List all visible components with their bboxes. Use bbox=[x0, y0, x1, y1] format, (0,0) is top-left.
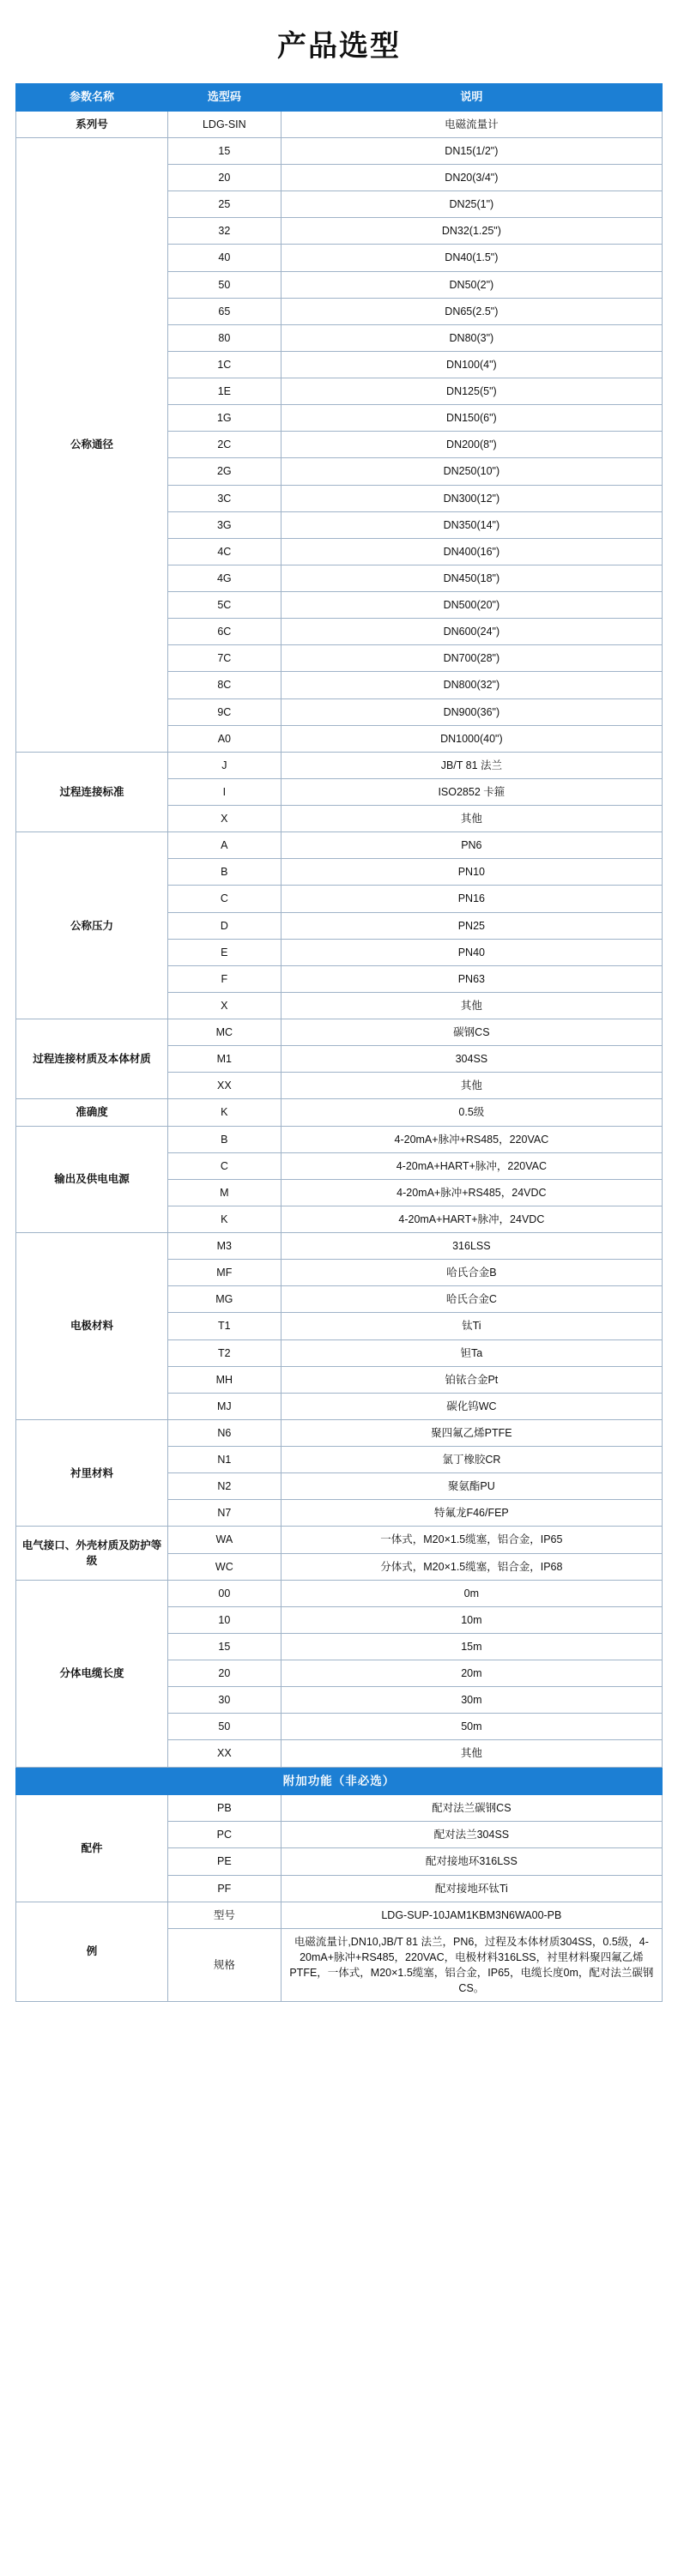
description-cell: DN300(12") bbox=[281, 485, 662, 511]
selection-code-cell: 1E bbox=[167, 378, 281, 405]
description-cell: DN150(6") bbox=[281, 405, 662, 432]
selection-code-cell: 7C bbox=[167, 645, 281, 672]
description-cell: 配对法兰304SS bbox=[281, 1822, 662, 1848]
selection-code-cell: B bbox=[167, 859, 281, 886]
selection-code-cell: I bbox=[167, 778, 281, 805]
column-header-code: 选型码 bbox=[167, 84, 281, 112]
selection-code-cell: 25 bbox=[167, 191, 281, 218]
selection-code-cell: 10 bbox=[167, 1606, 281, 1633]
description-cell: PN25 bbox=[281, 912, 662, 939]
selection-code-cell: J bbox=[167, 752, 281, 778]
column-header-desc: 说明 bbox=[281, 84, 662, 112]
selection-code-cell: XX bbox=[167, 1740, 281, 1767]
description-cell: 电磁流量计,DN10,JB/T 81 法兰，PN6，过程及本体材质304SS，0.5级，4-20mA+脉冲+RS485，220VAC，电极材料316LSS，衬里材料聚四氟乙烯PTFE，一体式，M20×1.5缆塞，铝合金，IP65，电缆长度0m，配对法兰碳钢CS。 bbox=[281, 1928, 662, 2002]
selection-code-cell: X bbox=[167, 806, 281, 832]
selection-code-cell: 2G bbox=[167, 458, 281, 485]
selection-code-cell: MC bbox=[167, 1019, 281, 1046]
description-cell: DN500(20") bbox=[281, 592, 662, 619]
selection-code-cell: 5C bbox=[167, 592, 281, 619]
selection-code-cell: 1C bbox=[167, 351, 281, 378]
description-cell: PN63 bbox=[281, 965, 662, 992]
selection-code-cell: PF bbox=[167, 1875, 281, 1902]
param-name-cell: 过程连接标准 bbox=[16, 752, 168, 831]
description-cell: 50m bbox=[281, 1714, 662, 1740]
description-cell: 铂铱合金Pt bbox=[281, 1366, 662, 1393]
selection-code-cell: K bbox=[167, 1099, 281, 1126]
selection-code-cell: K bbox=[167, 1206, 281, 1232]
description-cell: 钛Ti bbox=[281, 1313, 662, 1339]
description-cell: ISO2852 卡箍 bbox=[281, 778, 662, 805]
selection-code-cell: 15 bbox=[167, 137, 281, 164]
selection-code-cell: 50 bbox=[167, 271, 281, 298]
description-cell: 20m bbox=[281, 1660, 662, 1687]
selection-code-cell: 30 bbox=[167, 1687, 281, 1714]
description-cell: 4-20mA+脉冲+RS485，220VAC bbox=[281, 1126, 662, 1152]
description-cell: 30m bbox=[281, 1687, 662, 1714]
description-cell: 0m bbox=[281, 1580, 662, 1606]
selection-code-cell: N7 bbox=[167, 1500, 281, 1527]
description-cell: DN50(2") bbox=[281, 271, 662, 298]
selection-code-cell: X bbox=[167, 992, 281, 1019]
description-cell: DN400(16") bbox=[281, 538, 662, 565]
description-cell: 氯丁橡胶CR bbox=[281, 1447, 662, 1473]
selection-code-cell: XX bbox=[167, 1073, 281, 1099]
description-cell: 一体式，M20×1.5缆塞，铝合金，IP65 bbox=[281, 1527, 662, 1553]
selection-code-cell: 3C bbox=[167, 485, 281, 511]
selection-code-cell: MH bbox=[167, 1366, 281, 1393]
description-cell: DN1000(40") bbox=[281, 725, 662, 752]
description-cell: 聚氨酯PU bbox=[281, 1473, 662, 1500]
description-cell: 碳化钨WC bbox=[281, 1393, 662, 1419]
selection-code-cell: PC bbox=[167, 1822, 281, 1848]
description-cell: DN80(3") bbox=[281, 324, 662, 351]
selection-code-cell: 65 bbox=[167, 298, 281, 324]
param-name-cell: 电气接口、外壳材质及防护等级 bbox=[16, 1527, 168, 1580]
description-cell: DN250(10") bbox=[281, 458, 662, 485]
selection-code-cell: A0 bbox=[167, 725, 281, 752]
selection-code-cell: 00 bbox=[167, 1580, 281, 1606]
description-cell: DN40(1.5") bbox=[281, 245, 662, 271]
selection-code-cell: 9C bbox=[167, 698, 281, 725]
param-name-cell: 准确度 bbox=[16, 1099, 168, 1126]
selection-code-cell: 1G bbox=[167, 405, 281, 432]
description-cell: DN200(8") bbox=[281, 432, 662, 458]
table-row bbox=[16, 832, 663, 859]
selection-code-cell: 20 bbox=[167, 1660, 281, 1687]
param-name-cell: 公称压力 bbox=[16, 832, 168, 1019]
description-cell: DN350(14") bbox=[281, 511, 662, 538]
description-cell: 其他 bbox=[281, 1740, 662, 1767]
description-cell: PN10 bbox=[281, 859, 662, 886]
selection-code-cell: 型号 bbox=[167, 1902, 281, 1928]
selection-code-cell: 20 bbox=[167, 165, 281, 191]
table-row bbox=[16, 1233, 663, 1260]
selection-code-cell: 15 bbox=[167, 1633, 281, 1660]
table-row bbox=[16, 1902, 663, 1928]
table-header-row bbox=[16, 84, 663, 112]
description-cell: 钽Ta bbox=[281, 1339, 662, 1366]
selection-code-cell: M bbox=[167, 1179, 281, 1206]
description-cell: 哈氏合金C bbox=[281, 1286, 662, 1313]
description-cell: DN900(36") bbox=[281, 698, 662, 725]
selection-code-cell: E bbox=[167, 939, 281, 965]
selection-code-cell: 80 bbox=[167, 324, 281, 351]
description-cell: PN40 bbox=[281, 939, 662, 965]
selection-code-cell: WA bbox=[167, 1527, 281, 1553]
table-body bbox=[16, 111, 663, 2001]
description-cell: 聚四氟乙烯PTFE bbox=[281, 1419, 662, 1446]
description-cell: JB/T 81 法兰 bbox=[281, 752, 662, 778]
description-cell: 其他 bbox=[281, 806, 662, 832]
selection-code-cell: PE bbox=[167, 1848, 281, 1875]
selection-code-cell: C bbox=[167, 1152, 281, 1179]
selection-code-cell: PB bbox=[167, 1795, 281, 1822]
description-cell: 316LSS bbox=[281, 1233, 662, 1260]
section-bar-row bbox=[16, 1767, 663, 1795]
description-cell: 10m bbox=[281, 1606, 662, 1633]
description-cell: DN700(28") bbox=[281, 645, 662, 672]
selection-code-cell: N1 bbox=[167, 1447, 281, 1473]
description-cell: DN32(1.25") bbox=[281, 218, 662, 245]
param-name-cell: 衬里材料 bbox=[16, 1419, 168, 1527]
param-name-cell: 分体电缆长度 bbox=[16, 1580, 168, 1767]
description-cell: 304SS bbox=[281, 1046, 662, 1073]
selection-code-cell: M3 bbox=[167, 1233, 281, 1260]
description-cell: 15m bbox=[281, 1633, 662, 1660]
param-name-cell: 过程连接材质及本体材质 bbox=[16, 1019, 168, 1099]
selection-code-cell: 40 bbox=[167, 245, 281, 271]
description-cell: LDG-SUP-10JAM1KBM3N6WA00-PB bbox=[281, 1902, 662, 1928]
description-cell: 4-20mA+脉冲+RS485，24VDC bbox=[281, 1179, 662, 1206]
table-row bbox=[16, 1795, 663, 1822]
description-cell: DN65(2.5") bbox=[281, 298, 662, 324]
table-row bbox=[16, 1527, 663, 1553]
table-row bbox=[16, 137, 663, 164]
selection-code-cell: WC bbox=[167, 1553, 281, 1580]
selection-code-cell: C bbox=[167, 886, 281, 912]
param-name-cell: 公称通径 bbox=[16, 137, 168, 752]
column-header-param: 参数名称 bbox=[16, 84, 168, 112]
selection-code-cell: 6C bbox=[167, 619, 281, 645]
description-cell: DN450(18") bbox=[281, 565, 662, 591]
selection-code-cell: 50 bbox=[167, 1714, 281, 1740]
table-row bbox=[16, 752, 663, 778]
selection-code-cell: 3G bbox=[167, 511, 281, 538]
description-cell: 配对接地环钛Ti bbox=[281, 1875, 662, 1902]
selection-code-cell: 2C bbox=[167, 432, 281, 458]
selection-code-cell: T2 bbox=[167, 1339, 281, 1366]
selection-code-cell: M1 bbox=[167, 1046, 281, 1073]
description-cell: 其他 bbox=[281, 992, 662, 1019]
table-row bbox=[16, 1126, 663, 1152]
description-cell: 碳钢CS bbox=[281, 1019, 662, 1046]
description-cell: DN20(3/4") bbox=[281, 165, 662, 191]
param-name-cell: 系列号 bbox=[16, 111, 168, 137]
description-cell: DN800(32") bbox=[281, 672, 662, 698]
description-cell: 哈氏合金B bbox=[281, 1260, 662, 1286]
selection-code-cell: 规格 bbox=[167, 1928, 281, 2002]
param-name-cell: 例 bbox=[16, 1902, 168, 2002]
description-cell: DN600(24") bbox=[281, 619, 662, 645]
description-cell: DN100(4") bbox=[281, 351, 662, 378]
table-row bbox=[16, 111, 663, 137]
selection-code-cell: 4C bbox=[167, 538, 281, 565]
param-name-cell: 配件 bbox=[16, 1795, 168, 1902]
description-cell: PN16 bbox=[281, 886, 662, 912]
description-cell: 特氟龙F46/FEP bbox=[281, 1500, 662, 1527]
table-header bbox=[16, 84, 663, 112]
selection-code-cell: A bbox=[167, 832, 281, 859]
description-cell: 0.5级 bbox=[281, 1099, 662, 1126]
description-cell: 4-20mA+HART+脉冲，220VAC bbox=[281, 1152, 662, 1179]
description-cell: 配对法兰碳钢CS bbox=[281, 1795, 662, 1822]
selection-code-cell: T1 bbox=[167, 1313, 281, 1339]
selection-code-cell: 32 bbox=[167, 218, 281, 245]
table-row bbox=[16, 1019, 663, 1046]
section-bar-label: 附加功能（非必选） bbox=[16, 1767, 663, 1795]
selection-code-cell: MG bbox=[167, 1286, 281, 1313]
table-row bbox=[16, 1099, 663, 1126]
selection-code-cell: N6 bbox=[167, 1419, 281, 1446]
selection-code-cell: MF bbox=[167, 1260, 281, 1286]
selection-code-cell: D bbox=[167, 912, 281, 939]
param-name-cell: 输出及供电电源 bbox=[16, 1126, 168, 1233]
selection-code-cell: LDG-SIN bbox=[167, 111, 281, 137]
table-row bbox=[16, 1419, 663, 1446]
selection-code-cell: N2 bbox=[167, 1473, 281, 1500]
selection-code-cell: MJ bbox=[167, 1393, 281, 1419]
description-cell: 4-20mA+HART+脉冲，24VDC bbox=[281, 1206, 662, 1232]
description-cell: PN6 bbox=[281, 832, 662, 859]
description-cell: 配对接地环316LSS bbox=[281, 1848, 662, 1875]
selection-code-cell: F bbox=[167, 965, 281, 992]
selection-code-cell: 8C bbox=[167, 672, 281, 698]
description-cell: DN25(1") bbox=[281, 191, 662, 218]
description-cell: 分体式，M20×1.5缆塞，铝合金，IP68 bbox=[281, 1553, 662, 1580]
selection-code-cell: 4G bbox=[167, 565, 281, 591]
description-cell: DN15(1/2") bbox=[281, 137, 662, 164]
description-cell: 电磁流量计 bbox=[281, 111, 662, 137]
page-title: 产品选型 bbox=[277, 30, 401, 63]
description-cell: DN125(5") bbox=[281, 378, 662, 405]
description-cell: 其他 bbox=[281, 1073, 662, 1099]
product-selection-table bbox=[15, 83, 663, 2002]
table-row bbox=[16, 1580, 663, 1606]
selection-code-cell: B bbox=[167, 1126, 281, 1152]
param-name-cell: 电极材料 bbox=[16, 1233, 168, 1420]
